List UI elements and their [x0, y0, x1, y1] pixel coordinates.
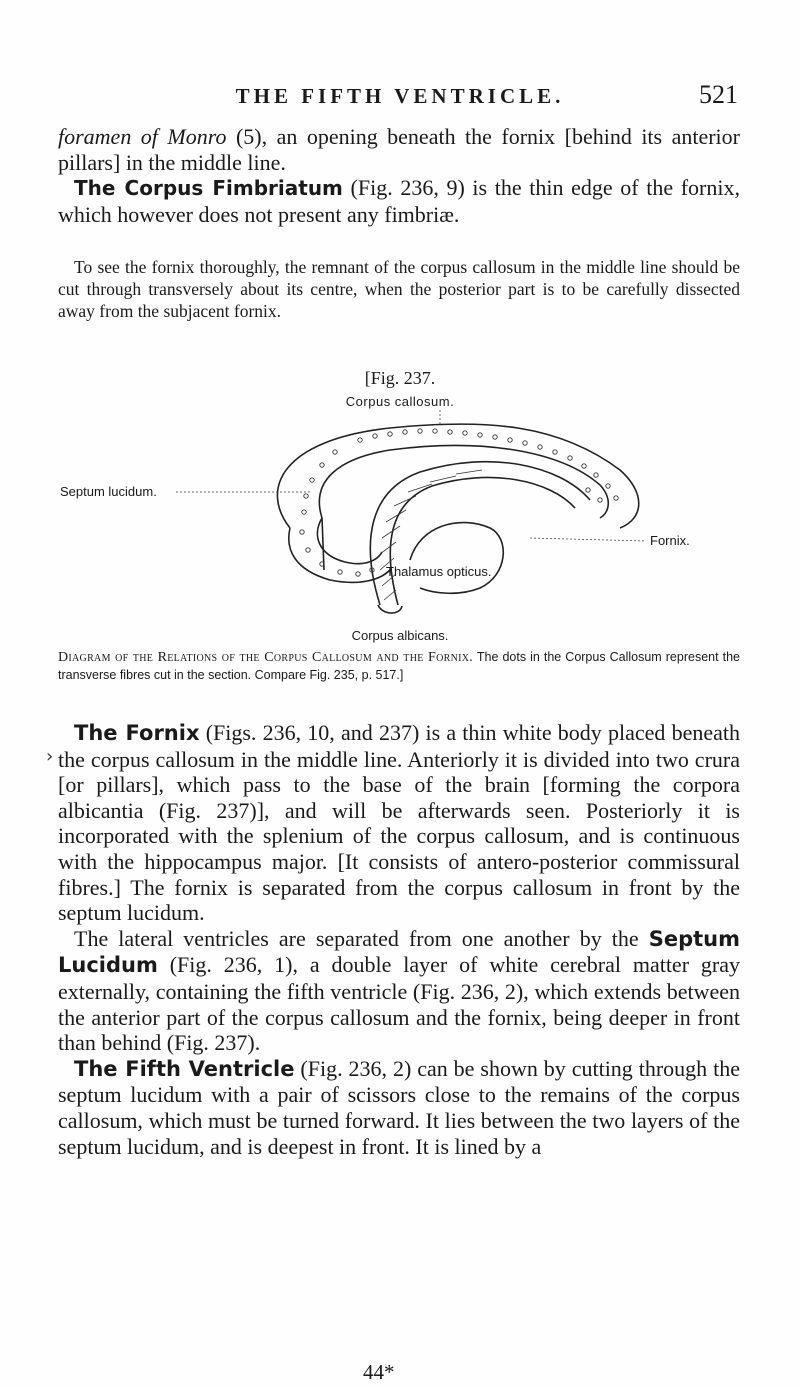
paragraph-fifth-ventricle	[58, 1056, 740, 1159]
term-septum-lucidum: Septum Lucidum	[58, 926, 740, 978]
term-fifth-ventricle: The Fifth Ventricle	[74, 1056, 295, 1081]
paragraph-septum-lucidum	[58, 926, 740, 1056]
paragraph-text: (Figs. 236, 10, and 237) is a thin white body placed beneath the corpus callosum in the middle line. Anteriorly it is divided into two crura [or pillars], which pass to the base of the brain [forming the corpora albicantia (Fig. 237)], and will be afterwards seen. Posteriorly it is incorporated with the splenium of the corpus callosum, and is continuous with the hippocampus major. [It consists of antero-posterior commissural fibres.] The fornix is separated from the corpus callosum in front by the septum lucidum.	[58, 720, 740, 926]
paragraph-line	[58, 124, 740, 175]
running-head: THE FIFTH VENTRICLE.	[235, 84, 565, 108]
leader-fornix	[530, 538, 646, 541]
page-number: 521	[699, 80, 738, 109]
paragraph-text: (Fig. 236, 1), a double layer of white cerebral matter gray externally, containing the fifth ventricle (Fig. 236, 2), which extends between the anterior part of the corpus callosum and the fornix, being deeper in front than behind (Fig. 237).	[58, 952, 740, 1056]
paragraph-fornix-text	[58, 720, 740, 926]
caption-text: The dots in the Corpus Callosum represent the transverse fibres cut in the section. Compare Fig. 235, p. 517.]	[58, 650, 740, 682]
signature-mark: 44*	[363, 1360, 395, 1384]
dissection-note: To see the fornix thoroughly, the remnant of the corpus callosum in the middle line should be cut through transversely about its centre, when the posterior part is to be carefully dissected away from the subjacent fornix.	[58, 257, 740, 321]
figure-title: [Fig. 237.	[364, 368, 436, 388]
label-septum-lucidum: Septum lucidum.	[60, 484, 157, 499]
thalamus-outline	[410, 523, 503, 594]
corpus-callosum-outer	[277, 424, 638, 528]
term-corpus-fimbriatum: The Corpus Fimbriatum	[74, 176, 343, 201]
brain-section-diagram	[60, 410, 740, 620]
paragraph-text: (5), an opening beneath the fornix [behind its anterior pillars] in the middle line.	[58, 124, 740, 175]
paragraph-text: (Fig. 236, 9) is the thin edge of the fornix, which however does not present any fimbriæ.	[58, 175, 740, 227]
figure-caption	[58, 649, 740, 684]
page-header	[0, 78, 800, 118]
corpus-callosum-inner	[319, 445, 608, 518]
label-thalamus-opticus: Thalamus opticus.	[386, 564, 492, 579]
paragraph-text: (Fig. 236, 2) can be shown by cutting through the septum lucidum with a pair of scissors close to the remains of the corpus callosum, which must be turned forward. It lies between the two layers of the septum lucidum, and is deepest in front. It is lined by a	[58, 1055, 740, 1159]
paragraph-corpus-fimbriatum	[58, 175, 740, 227]
paragraph-fornix	[58, 720, 740, 1159]
label-corpus-albicans: Corpus albicans.	[351, 628, 449, 643]
term-fornix: The Fornix	[74, 721, 200, 745]
paragraph-text: The lateral ventricles are separated from one another by the	[74, 925, 649, 951]
label-corpus-callosum: Corpus callosum.	[345, 394, 455, 409]
label-fornix: Fornix.	[650, 533, 690, 548]
italic-term: foramen of Monro	[58, 124, 227, 149]
figure-diagram	[60, 410, 740, 620]
caption-heading: Diagram of the Relations of the Corpus Callosum and the Fornix.	[58, 650, 474, 665]
paragraph-monro	[58, 124, 740, 227]
fornix-arch	[370, 462, 590, 605]
margin-mark: ›	[46, 746, 54, 767]
corpus-albicans-loop	[378, 605, 402, 613]
